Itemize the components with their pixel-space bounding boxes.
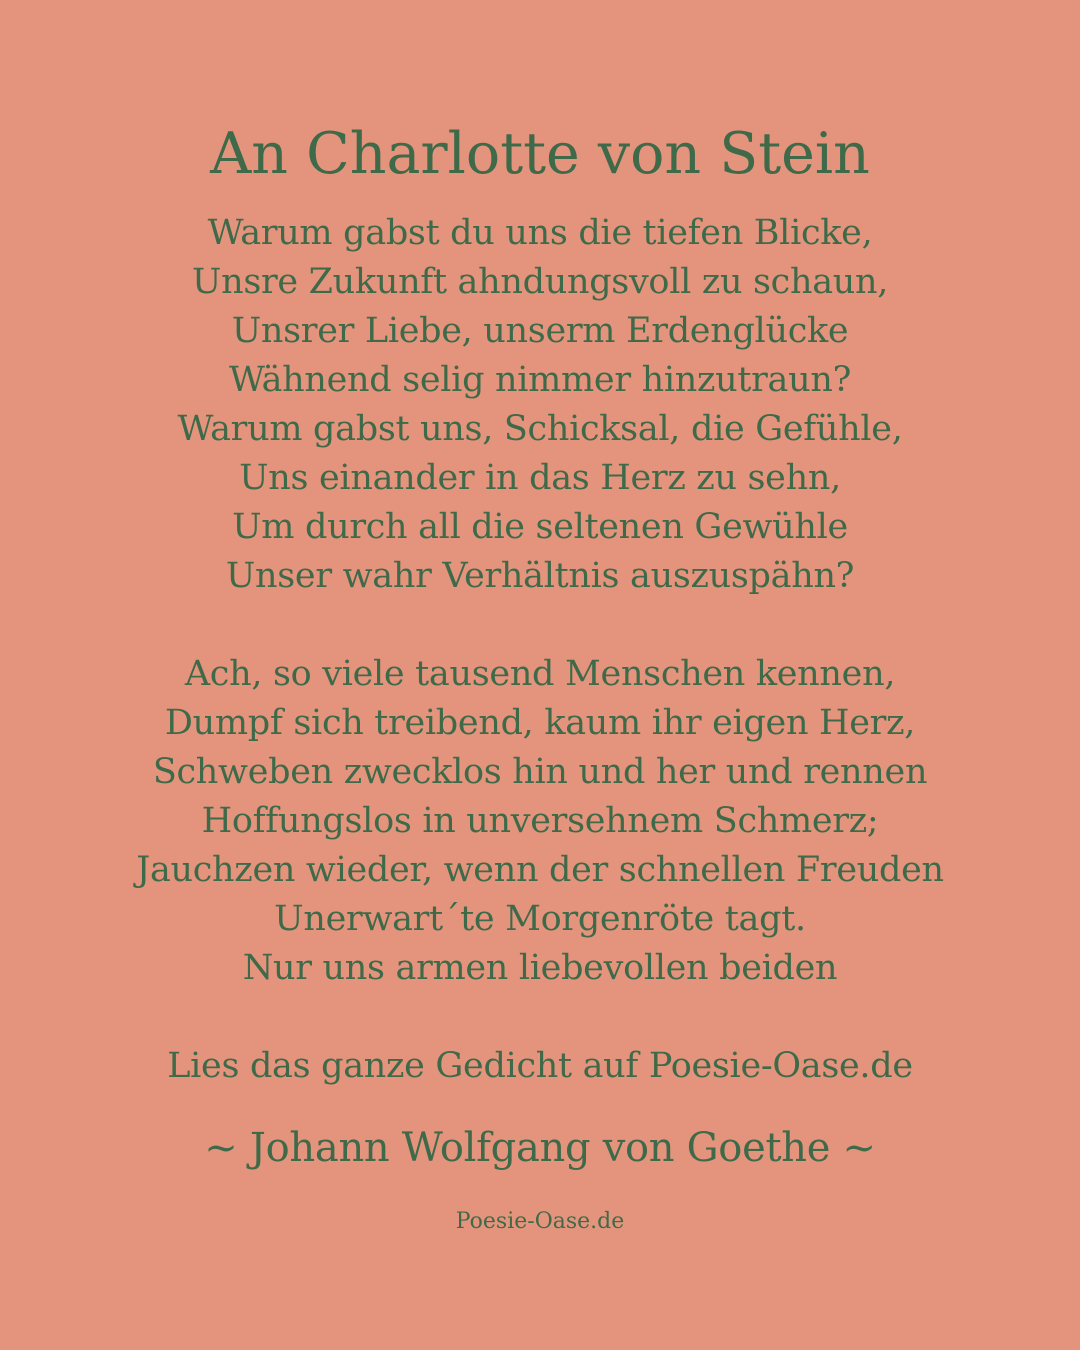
- poem-line: Warum gabst uns, Schicksal, die Gefühle,: [177, 409, 903, 449]
- poem-line: Jauchzen wieder, wenn der schnellen Freuden: [136, 850, 944, 890]
- poem-line: Unsre Zukunft ahndungsvoll zu schaun,: [191, 262, 889, 302]
- poem-line: Dumpf sich treibend, kaum ihr eigen Herz,: [164, 703, 916, 743]
- site-watermark: Poesie-Oase.de: [455, 1209, 625, 1234]
- poem-line: Wähnend selig nimmer hinzutraun?: [228, 360, 852, 400]
- poem-line: Hoffungslos in unversehnem Schmerz;: [201, 801, 879, 841]
- poem-line: Um durch all die seltenen Gewühle: [232, 507, 848, 547]
- poem-title: An Charlotte von Stein: [210, 121, 870, 187]
- poem-line: Schweben zwecklos hin und her und rennen: [152, 752, 928, 792]
- stanza-1: [0, 209, 1080, 601]
- poem-line: Nur uns armen liebevollen beiden: [242, 948, 838, 988]
- poem-line: Unser wahr Verhältnis auszuspähn?: [225, 556, 855, 596]
- poem-line: Unsrer Liebe, unserm Erdenglücke: [231, 311, 849, 351]
- poem-author: ~ Johann Wolfgang von Goethe ~: [204, 1125, 876, 1171]
- stanza-2: [0, 650, 1080, 993]
- read-full-poem-text: Lies das ganze Gedicht auf Poesie-Oase.de: [167, 1046, 913, 1086]
- poem-line: Unerwart´te Morgenröte tagt.: [274, 899, 806, 939]
- poem-line: Ach, so viele tausend Menschen kennen,: [184, 654, 896, 694]
- poem-line: Warum gabst du uns die tiefen Blicke,: [207, 213, 873, 253]
- poem-line: Uns einander in das Herz zu sehn,: [239, 458, 841, 498]
